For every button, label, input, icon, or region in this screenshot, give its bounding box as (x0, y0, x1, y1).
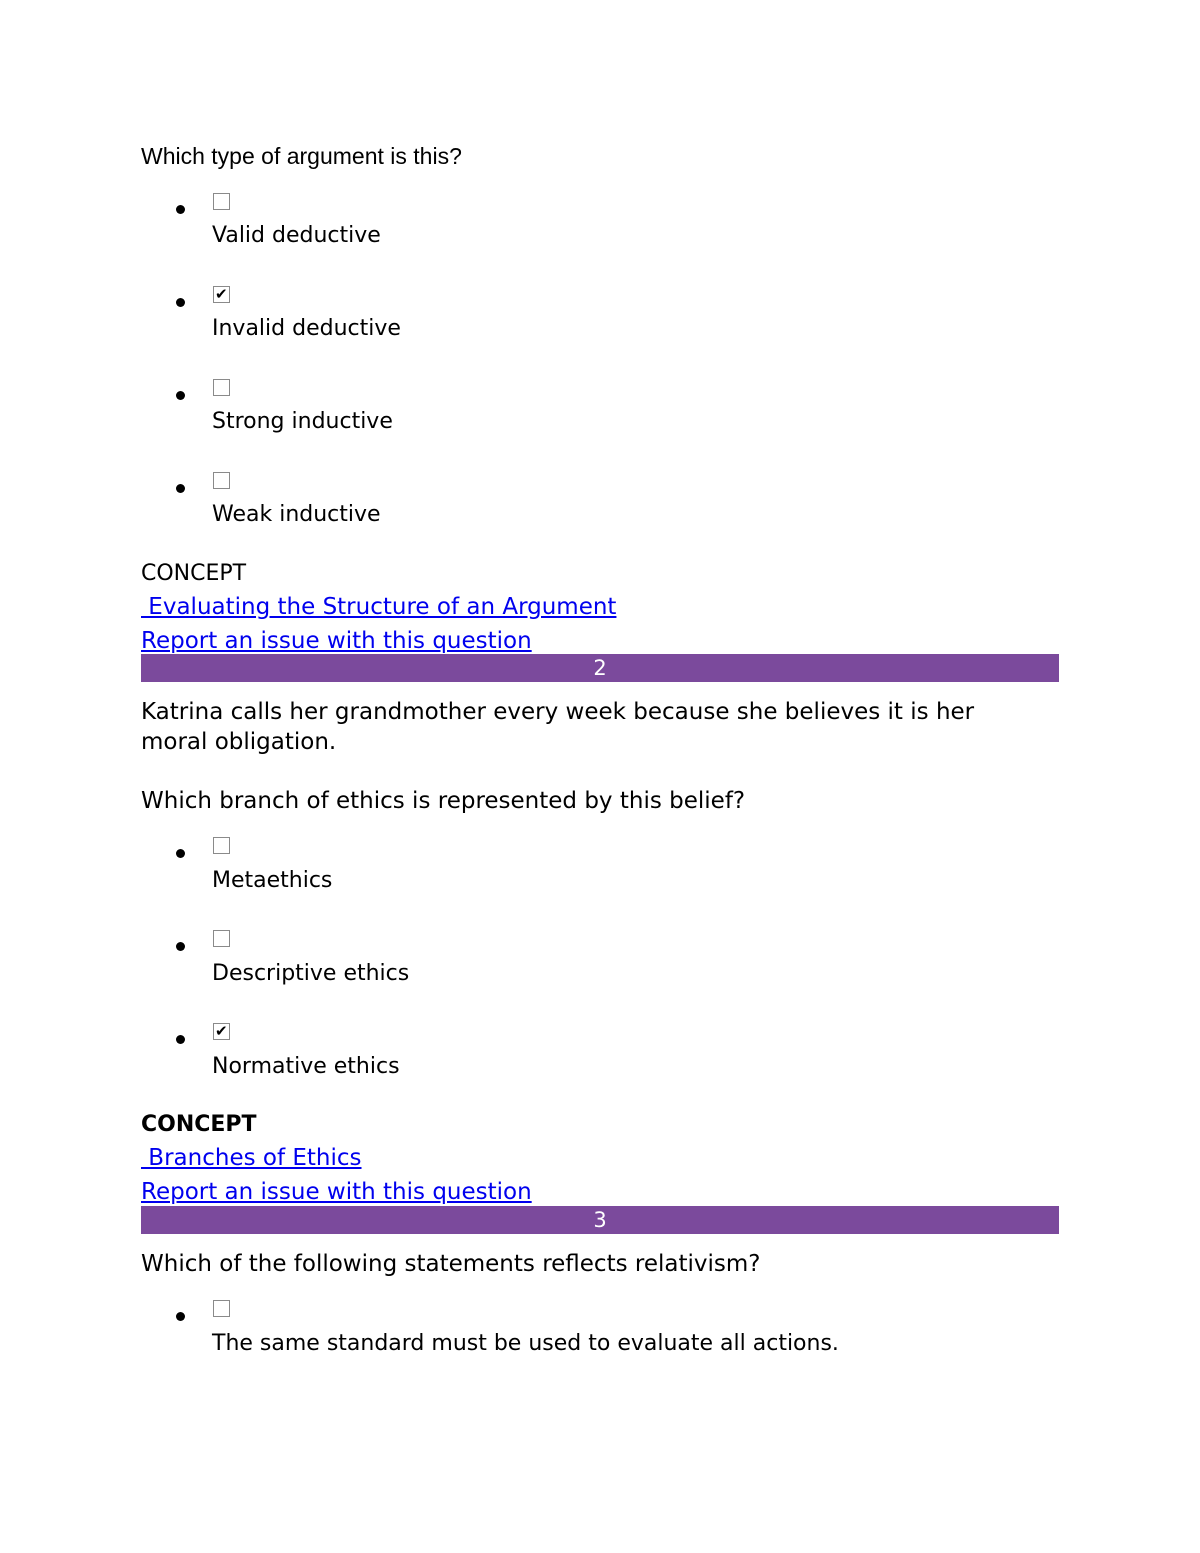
option-label-strong-inductive: Strong inductive (212, 409, 393, 434)
option-label-invalid-deductive: Invalid deductive (212, 316, 401, 341)
option-checkbox-invalid-deductive[interactable] (213, 286, 230, 303)
list-bullet (176, 1312, 185, 1321)
checkmark-icon: ✔ (215, 285, 228, 303)
option-checkbox-weak-inductive[interactable] (213, 472, 230, 489)
concept-heading: CONCEPT (141, 1112, 257, 1137)
option-label-valid-deductive: Valid deductive (212, 223, 381, 248)
concept-link[interactable]: Branches of Ethics (141, 1145, 362, 1171)
question-3-prompt: Which of the following statements reflects relativism? (141, 1251, 761, 1277)
option-checkbox-normative-ethics[interactable] (213, 1023, 230, 1040)
question-number-bar (141, 654, 1059, 682)
checkmark-icon: ✔ (215, 1022, 228, 1040)
option-checkbox-same-standard[interactable] (213, 1300, 230, 1317)
question-number-bar (141, 1206, 1059, 1234)
question-1-prompt: Which type of argument is this? (141, 143, 462, 169)
list-bullet (176, 484, 185, 493)
option-checkbox-valid-deductive[interactable] (213, 193, 230, 210)
list-bullet (176, 942, 185, 951)
question-2-prompt: Which branch of ethics is represented by this belief? (141, 788, 746, 814)
option-label-same-standard: The same standard must be used to evaluate all actions. (212, 1331, 839, 1356)
question-number: 3 (593, 1208, 607, 1232)
option-label-normative-ethics: Normative ethics (212, 1054, 400, 1079)
list-bullet (176, 1035, 185, 1044)
question-2-scenario: Katrina calls her grandmother every week because she believes it is her moral obligation. (141, 699, 975, 755)
concept-link[interactable]: Evaluating the Structure of an Argument (141, 594, 617, 620)
option-checkbox-metaethics[interactable] (213, 837, 230, 854)
concept-heading: CONCEPT (141, 561, 247, 586)
list-bullet (176, 205, 185, 214)
list-bullet (176, 298, 185, 307)
option-label-weak-inductive: Weak inductive (212, 502, 381, 527)
option-checkbox-descriptive-ethics[interactable] (213, 930, 230, 947)
list-bullet (176, 391, 185, 400)
report-issue-link[interactable]: Report an issue with this question (141, 1179, 532, 1205)
report-issue-link[interactable]: Report an issue with this question (141, 628, 532, 654)
list-bullet (176, 849, 185, 858)
option-checkbox-strong-inductive[interactable] (213, 379, 230, 396)
option-label-metaethics: Metaethics (212, 868, 333, 893)
question-number: 2 (593, 656, 607, 680)
option-label-descriptive-ethics: Descriptive ethics (212, 961, 410, 986)
